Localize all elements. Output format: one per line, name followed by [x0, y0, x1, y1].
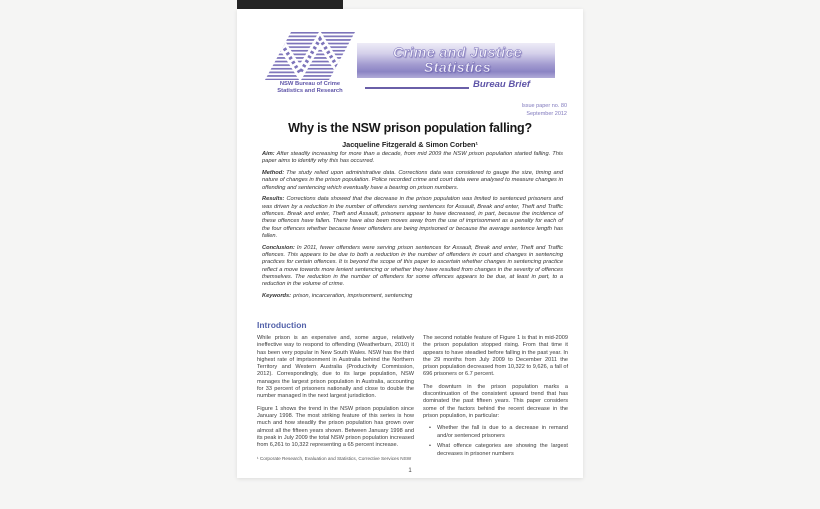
issue-info	[417, 103, 567, 118]
bullet-item: • Whether the fall is due to a decrease in remand and/or sentenced prisoners	[429, 425, 568, 440]
banner-title-line2: Statistics	[423, 59, 492, 75]
intro-paragraph: The second notable feature of Figure 1 is that in mid-2009 the prison population stopped rising. From that time it appears to have steadied before falling in the past year. In the 29 months from July 2009 to December 2011 the prison population decreased from 10,322 to 9,626, a fall of 696 prisoners or 6.7 percent.	[423, 335, 568, 378]
bocsar-logo	[263, 30, 357, 98]
conclusion-label: Conclusion:	[262, 244, 295, 251]
logo-org-line2: Statistics and Research	[277, 87, 343, 94]
window-top-bar	[237, 0, 343, 9]
document-page	[237, 9, 583, 478]
results-label: Results:	[262, 196, 285, 203]
series-rule	[365, 87, 469, 89]
footnote: ¹ Corporate Research, Evaluation and Statistics, Corrective Services NSW	[257, 456, 412, 461]
banner-title	[362, 45, 553, 75]
logo-org-name	[263, 81, 357, 94]
intro-paragraph: While prison is an expensive and, some argue, relatively ineffective way to respond to offending (Weatherburn, 2010) it has been very popular in New South Wales. NSW has the third highest rate of imprisonment in Australia behind the Northern Territory and Western Australia (Productivity Commission, 2012). Correspondingly, due to its large population, NSW manages the largest prison population in Australia, accounting for 33 percent of prisoners nationally and close to double the number managed in the next largest jurisdiction.	[257, 335, 414, 400]
keywords-text: prison, incarceration, imprisonment, sentencing	[293, 293, 413, 300]
keywords-label: Keywords:	[262, 293, 292, 300]
paper-authors: Jacqueline Fitzgerald & Simon Corben¹	[342, 140, 478, 149]
section-heading-introduction: Introduction	[257, 320, 307, 330]
abstract-method	[262, 170, 563, 192]
logo-org-line1: NSW Bureau of Crime	[279, 81, 341, 87]
abstract-aim	[262, 151, 563, 166]
abstract-block	[262, 151, 563, 305]
paper-title: Why is the NSW prison population falling?	[288, 121, 532, 135]
issue-date: September 2012	[526, 110, 567, 117]
issue-number: Issue paper no. 80	[521, 103, 567, 109]
intro-right-column	[423, 333, 568, 461]
page-number: 1	[408, 468, 412, 474]
bullet-item: • What offence categories are showing the largest decreases in prisoner numbers	[429, 443, 568, 458]
abstract-conclusion	[262, 245, 563, 289]
intro-paragraph: The downturn in the prison population marks a discontinuation of the consistent upward trend that has dominated the past fifteen years. This paper considers some of the factors behind the recent decrease in the prison population, in particular:	[423, 383, 568, 419]
conclusion-text: In 2011, fewer offenders were serving prison sentences for Assault, Break and enter, Theft and Traffic offences. This appears to be due to both a reduction in the number of offenders in court and changes in sentencing practices for certain offences. It is beyond the scope of this paper to ascertain whether changes in sentencing practice reflect a move towards more lenient sentencing or whether they have resulted from changes in the severity of offences themselves. The reduction in the number of offenders for some offences appears to be due, at least in part, to a reduction in the volume of crime.	[262, 244, 563, 288]
bocsar-logo-icon	[264, 31, 356, 81]
method-label: Method:	[262, 170, 285, 177]
abstract-keywords	[262, 293, 563, 300]
method-text: The study relied upon administrative data. Corrections data was considered to gauge the size, timing and nature of changes in the prison population. Police recorded crime and court data were analysed to measure changes in offending and sentencing which eventually have a bearing on prison numbers.	[262, 170, 563, 191]
intro-bullet-list	[423, 425, 568, 458]
intro-left-column	[257, 333, 414, 454]
aim-text: After steadily increasing for more than a decade, from mid 2009 the NSW prison population started falling. This paper aims to identify why this has occurred.	[262, 151, 563, 165]
banner-title-line1: Crime and Justice	[392, 44, 523, 60]
aim-label: Aim:	[262, 151, 275, 157]
intro-paragraph: Figure 1 shows the trend in the NSW prison population since January 1998. The most striking feature of this series is how much and how steadily the prison population has grown over almost all the fifteen years shown. Between January 1998 and its peak in July 2009 the total NSW prison population increased from 6,261 to 10,322 representing a 65 percent increase.	[257, 405, 414, 449]
abstract-results	[262, 196, 563, 240]
series-label: Bureau Brief	[473, 79, 531, 90]
results-text: Corrections data showed that the decrease in the prison population was limited to sentenced prisoners and was driven by a reduction in the number of offenders serving sentences for Assault, Break and enter, Theft and Traffic offences. Break and enter, Theft and Assault, prisoners appear to have decreased, in part, because the incidence of these offences have fallen. There have also been moves away from the use of imprisonment as a penalty for each of the four offences whether because fewer offenders are being imprisoned or because the average sentence length has fallen.	[262, 196, 563, 239]
